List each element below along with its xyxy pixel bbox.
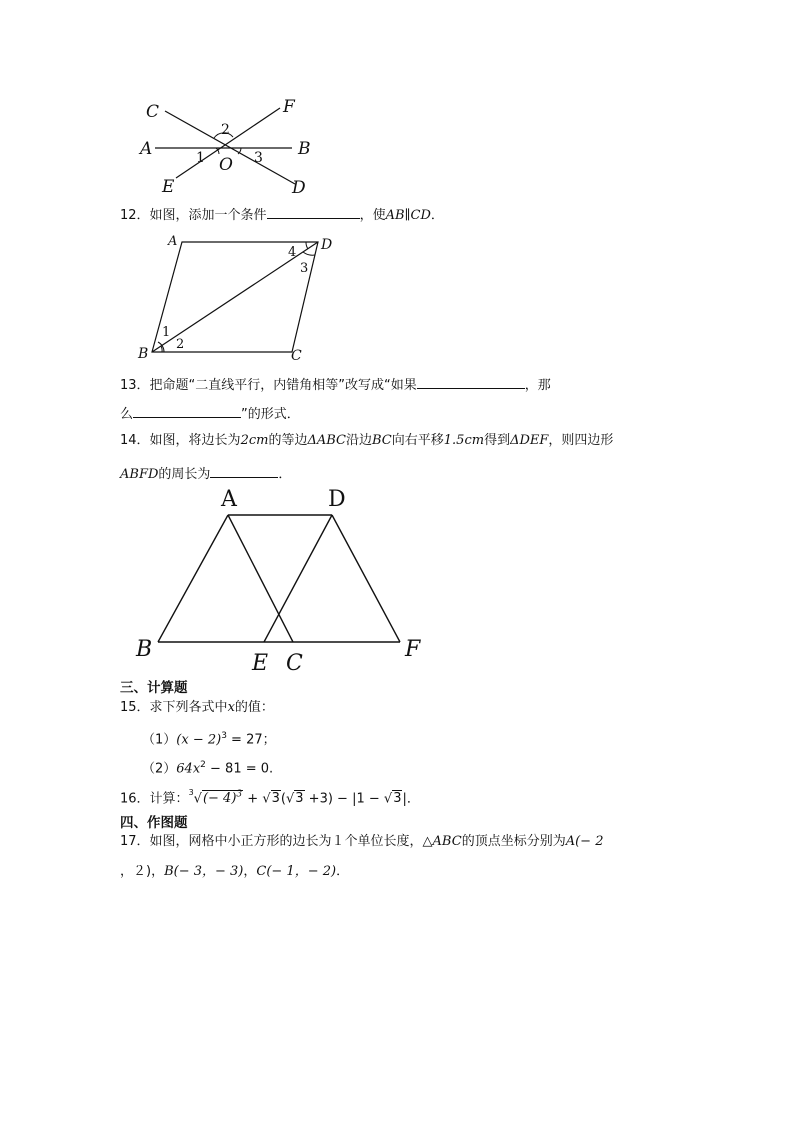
label-angle-1: 1 xyxy=(196,150,205,166)
cube-root-radicand xyxy=(202,790,243,806)
angle-3-arc xyxy=(303,252,315,255)
sub-label: （2） xyxy=(142,761,177,777)
question-text: ，使 xyxy=(359,208,386,223)
label-angle-3: 3 xyxy=(300,261,309,276)
label-c: C xyxy=(291,348,302,364)
question-17-line2 xyxy=(120,864,349,880)
label-a: A xyxy=(221,487,237,512)
question-13-line1 xyxy=(120,375,551,394)
label-o: O xyxy=(219,155,233,175)
math-text: +3) − |1 − xyxy=(304,791,384,807)
answer-blank[interactable] xyxy=(210,464,278,478)
math-paren: ( xyxy=(280,791,286,807)
label-a: A xyxy=(168,234,178,249)
question-text: 的周长为 xyxy=(158,467,211,482)
label-angle-2: 2 xyxy=(176,337,185,352)
math-length: 2cm xyxy=(240,433,269,448)
math-variable: x xyxy=(227,700,235,715)
segment-ac xyxy=(228,515,293,642)
point-b: B(− 3，− 3) xyxy=(164,864,244,879)
question-text: ”的形式． xyxy=(241,407,300,422)
question-text: 如图，将边长为 xyxy=(149,433,241,448)
question-14-line1 xyxy=(120,433,613,449)
segment-de xyxy=(264,515,332,642)
question-text: 如图，添加一个条件 xyxy=(149,208,267,223)
question-text: 沿边 xyxy=(346,433,373,448)
question-12 xyxy=(120,205,444,224)
radical-sign: √ xyxy=(383,791,393,807)
answer-blank[interactable] xyxy=(267,205,360,219)
label-e: E xyxy=(252,651,269,676)
sqrt-radicand: 3 xyxy=(393,791,402,807)
question-15-part-1 xyxy=(142,728,276,748)
radical-sign: √ xyxy=(262,791,271,807)
label-c: C xyxy=(286,651,303,676)
label-b: B xyxy=(138,346,149,362)
math-operator: + xyxy=(243,791,263,807)
section-title-calculation: 三、计算题 xyxy=(120,680,188,696)
label-d: D xyxy=(292,178,306,198)
label-e: E xyxy=(162,177,175,197)
question-number: 13． xyxy=(120,378,150,393)
question-number: 17． xyxy=(120,834,150,849)
question-16 xyxy=(120,787,420,807)
figure-translated-triangles xyxy=(130,484,430,679)
sqrt-radicand: 3 xyxy=(271,791,280,807)
question-15 xyxy=(120,700,274,716)
question-14-line2 xyxy=(120,464,291,483)
math-triangle-abc: ΔABC xyxy=(307,433,346,448)
sub-label: （1） xyxy=(142,732,177,748)
label-f: F xyxy=(283,97,295,117)
math-side: BC xyxy=(372,433,392,448)
math-expression: (x − 2) xyxy=(176,732,222,748)
question-number: 14． xyxy=(120,433,150,448)
question-text: ． xyxy=(430,208,444,223)
figure-intersecting-lines xyxy=(130,90,330,200)
math-exponent: 2 xyxy=(200,760,206,770)
condition-math: AB∥CD xyxy=(385,208,431,223)
math-exponent: 3 xyxy=(221,731,227,741)
point-c: C(− 1，− 2) xyxy=(256,864,337,879)
question-text: 把命题“二直线平行，内错角相等”改写成“如果 xyxy=(149,378,417,393)
question-text: 的值： xyxy=(234,700,274,715)
question-text: 向右平移 xyxy=(391,433,444,448)
radicand-exponent: 3 xyxy=(236,790,243,800)
question-text: 如图，网格中小正方形的边长为１个单位长度，△ xyxy=(149,834,433,849)
question-17-line1 xyxy=(120,834,603,850)
question-text: ， xyxy=(243,864,257,879)
radical-sign: √ xyxy=(193,791,202,807)
question-text: 计算： xyxy=(149,791,189,807)
label-d: D xyxy=(328,487,346,512)
question-number: 15． xyxy=(120,700,150,715)
question-number: 16． xyxy=(120,791,150,807)
label-angle-1: 1 xyxy=(162,325,171,340)
radical-sign: √ xyxy=(285,791,295,807)
section-title-drawing: 四、作图题 xyxy=(120,815,188,831)
math-rhs: − 81 = 0. xyxy=(205,761,274,777)
question-text: 的顶点坐标分别为 xyxy=(461,834,566,849)
radicand-text: (− 4) xyxy=(202,791,237,807)
root-index: 3 xyxy=(188,788,194,797)
question-text: 求下列各式中 xyxy=(149,700,228,715)
angle-1-arc xyxy=(161,346,162,352)
question-text: ，则四边形 xyxy=(548,433,614,448)
angle-4-arc xyxy=(306,242,308,249)
label-d: D xyxy=(321,237,333,253)
math-rhs: = 27； xyxy=(226,732,276,748)
math-expression: 64x xyxy=(176,761,201,777)
label-a: A xyxy=(140,139,153,159)
question-text: 么 xyxy=(120,407,134,422)
question-text: 的等边 xyxy=(268,433,308,448)
math-shift: 1.5cm xyxy=(443,433,485,448)
math-triangle: ABC xyxy=(432,834,462,849)
question-text: ． xyxy=(278,467,292,482)
math-triangle-def: ΔDEF xyxy=(510,433,549,448)
point-a: A(− 2 xyxy=(565,834,604,849)
question-text: ，２)， xyxy=(120,864,165,879)
question-13-line2 xyxy=(120,404,300,423)
label-angle-2: 2 xyxy=(221,122,230,138)
segment-ab xyxy=(158,515,228,642)
segment-df xyxy=(332,515,400,642)
label-b: B xyxy=(136,637,153,662)
question-15-part-2 xyxy=(142,757,273,777)
question-number: 12． xyxy=(120,208,150,223)
label-b: B xyxy=(298,139,311,159)
figure-parallelogram xyxy=(130,228,350,368)
label-f: F xyxy=(405,637,421,662)
answer-blank-if[interactable] xyxy=(417,375,525,389)
answer-blank-then[interactable] xyxy=(133,404,241,418)
question-text: ． xyxy=(336,864,350,879)
label-c: C xyxy=(146,102,160,122)
label-angle-4: 4 xyxy=(288,245,297,260)
question-text: 得到 xyxy=(484,433,511,448)
sqrt-radicand: 3 xyxy=(295,791,304,807)
math-quad: ABFD xyxy=(120,467,159,482)
math-text: |． xyxy=(402,791,420,807)
label-angle-3: 3 xyxy=(254,150,263,166)
question-text: ，那 xyxy=(524,378,551,393)
